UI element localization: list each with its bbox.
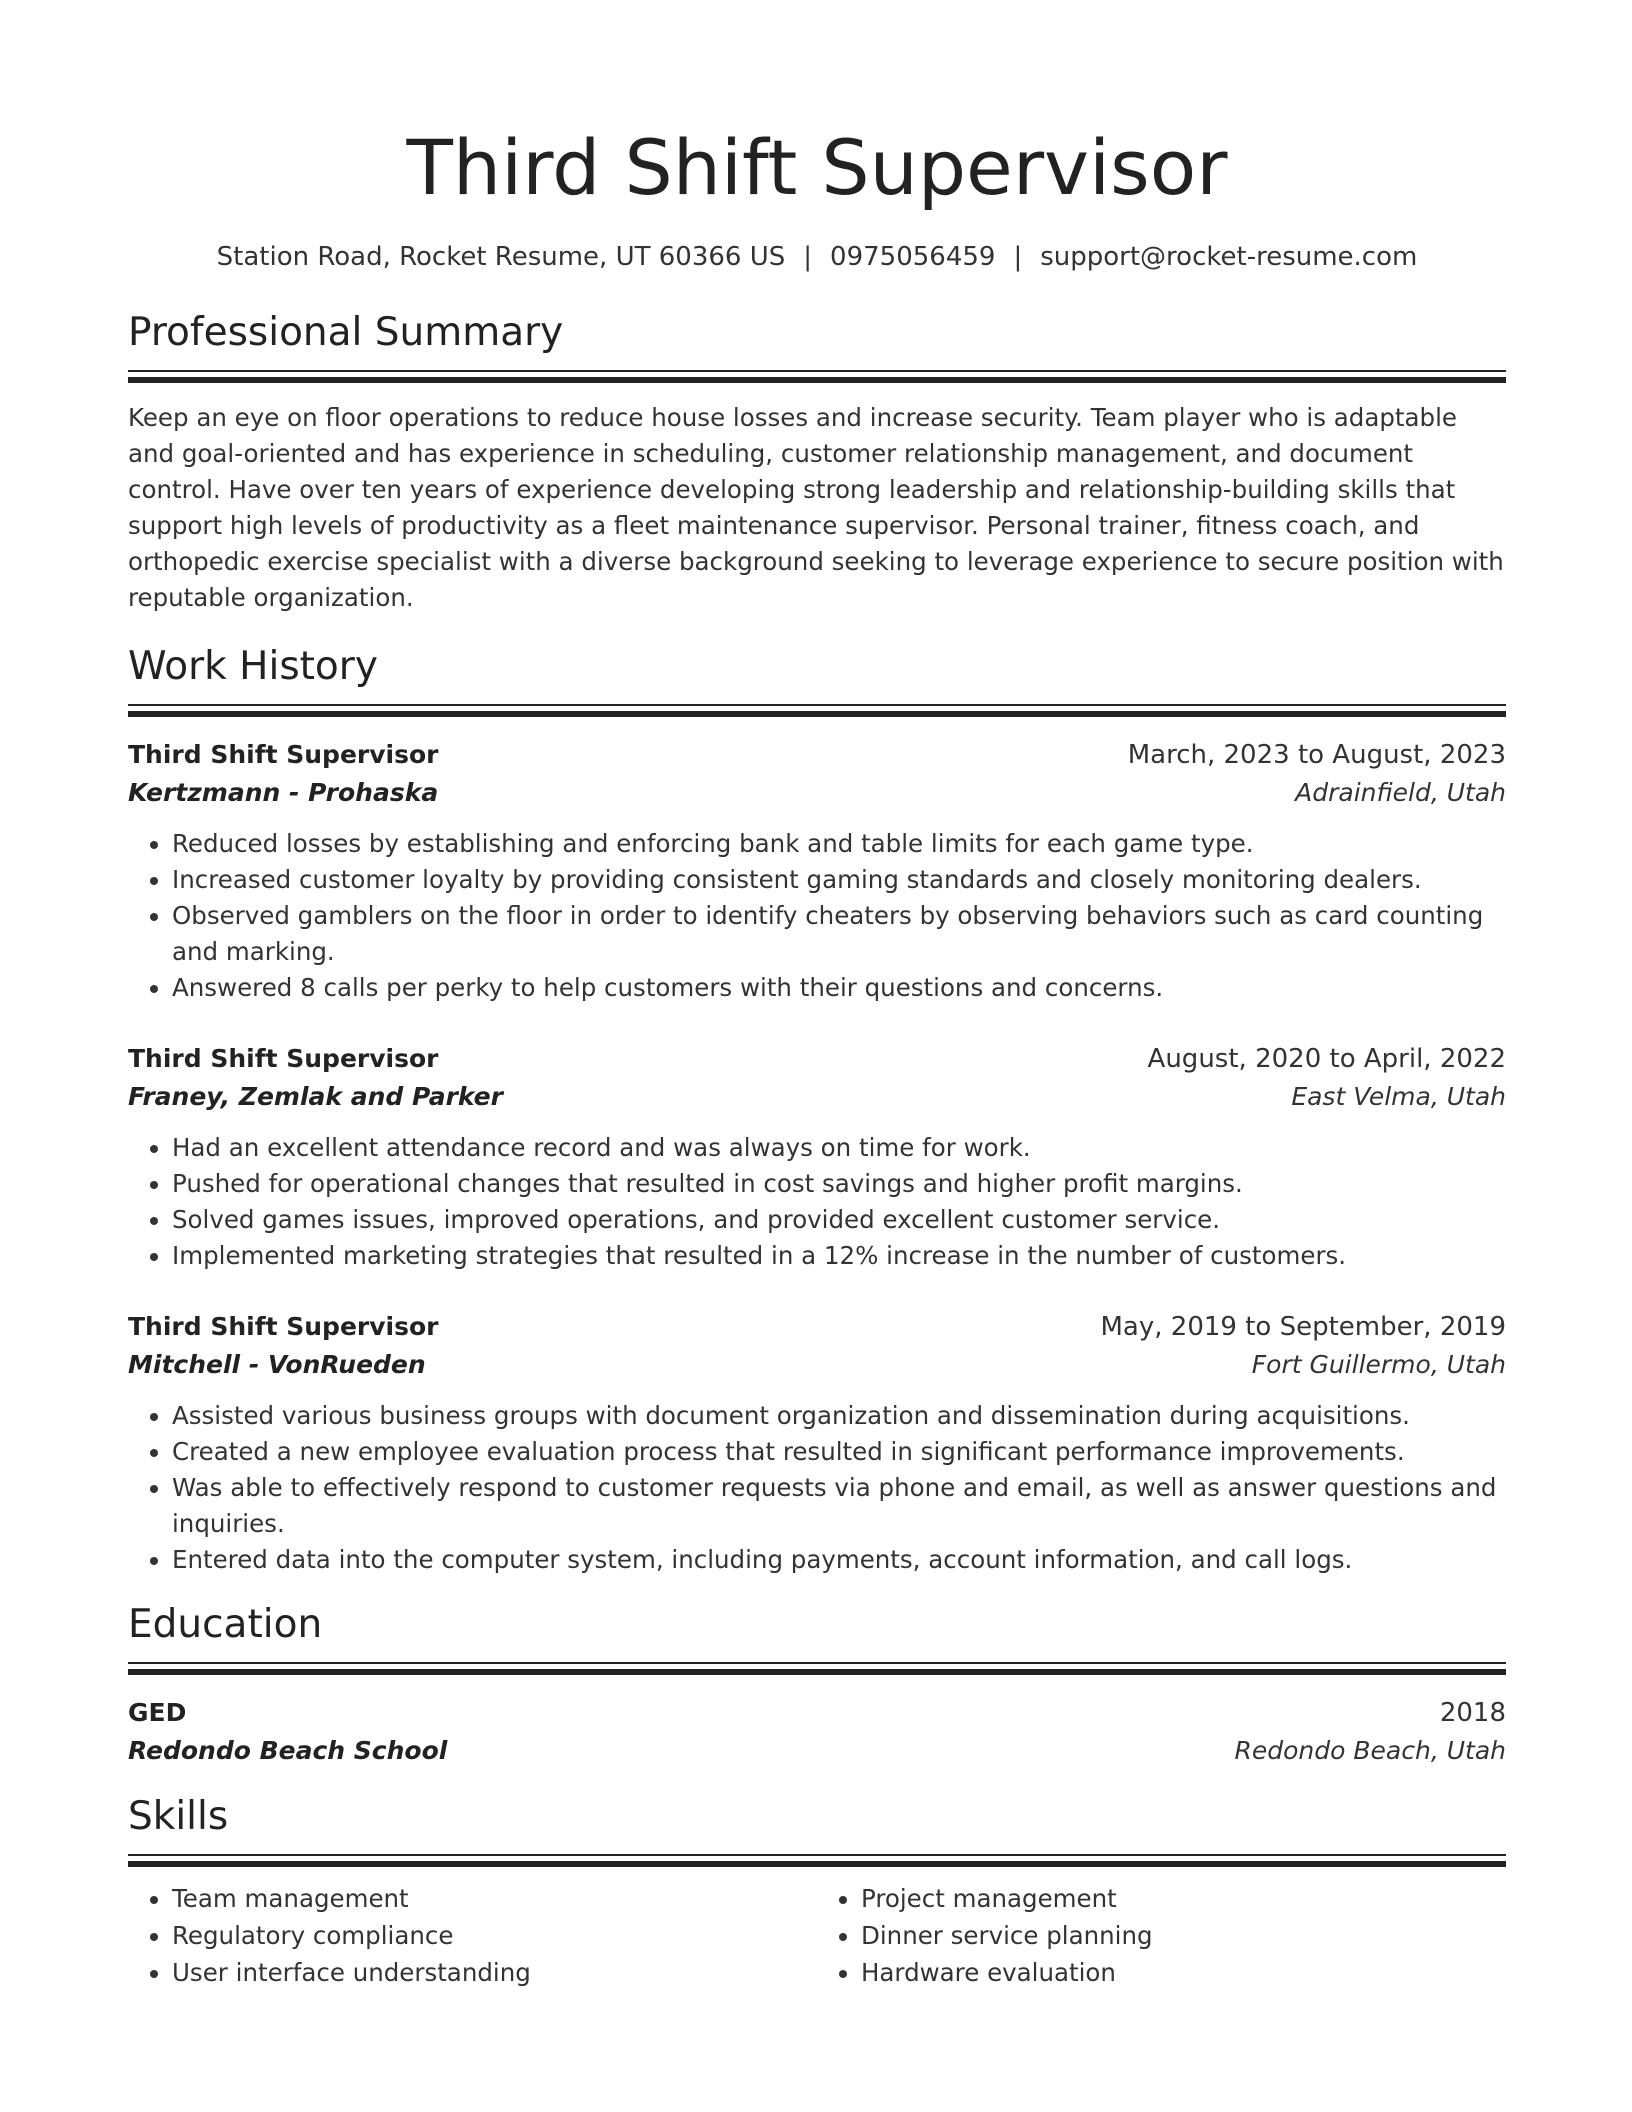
phone-text: 0975056459 bbox=[830, 242, 996, 272]
job-entry bbox=[128, 736, 1506, 1006]
job-bullet-list bbox=[128, 1398, 1506, 1578]
summary-section bbox=[128, 308, 1506, 616]
skill-item: • Hardware evaluation bbox=[861, 1954, 1506, 1991]
skills-section bbox=[128, 1792, 1506, 1991]
skills-list-left bbox=[128, 1880, 817, 1991]
contact-line bbox=[128, 240, 1506, 274]
education-entry bbox=[128, 1694, 1506, 1770]
skill-item: • Dinner service planning bbox=[861, 1917, 1506, 1954]
education-heading: Education bbox=[128, 1602, 323, 1647]
skills-list-right bbox=[817, 1880, 1506, 1991]
job-bullet: • Entered data into the computer system, including payments, account information, and call logs. bbox=[172, 1542, 1506, 1578]
job-dates: March, 2023 to August, 2023 bbox=[1127, 740, 1506, 770]
job-title: Third Shift Supervisor bbox=[128, 740, 439, 769]
job-bullet: • Increased customer loyalty by providing consistent gaming standards and closely monitoring dealers. bbox=[172, 862, 1506, 898]
contact-separator: | bbox=[1013, 242, 1023, 272]
degree-name: GED bbox=[128, 1698, 187, 1727]
job-bullet: • Observed gamblers on the floor in order to identify cheaters by observing behaviors such as card counting and marking. bbox=[172, 898, 1506, 970]
section-divider bbox=[128, 704, 1506, 718]
job-dates: August, 2020 to April, 2022 bbox=[1147, 1044, 1506, 1074]
job-location: East Velma, Utah bbox=[1291, 1082, 1506, 1111]
address-text: Station Road, Rocket Resume, UT 60366 US bbox=[216, 242, 786, 272]
job-company: Franey, Zemlak and Parker bbox=[128, 1082, 503, 1111]
job-dates: May, 2019 to September, 2019 bbox=[1100, 1312, 1506, 1342]
work-history-section bbox=[128, 642, 1506, 1578]
section-divider bbox=[128, 370, 1506, 384]
job-bullet: • Pushed for operational changes that resulted in cost savings and higher profit margins. bbox=[172, 1166, 1506, 1202]
resume-page bbox=[128, 0, 1506, 1991]
job-bullet: • Was able to effectively respond to customer requests via phone and email, as well as answer questions and inquiries. bbox=[172, 1470, 1506, 1542]
skill-item: • Project management bbox=[861, 1880, 1506, 1917]
job-title: Third Shift Supervisor bbox=[128, 1044, 439, 1073]
skills-columns bbox=[128, 1880, 1506, 1991]
contact-separator: | bbox=[803, 242, 813, 272]
job-bullet-list bbox=[128, 826, 1506, 1006]
job-bullet: • Answered 8 calls per perky to help customers with their questions and concerns. bbox=[172, 970, 1506, 1006]
job-bullet: • Had an excellent attendance record and was always on time for work. bbox=[172, 1130, 1506, 1166]
job-bullet: • Created a new employee evaluation process that resulted in significant performance improvements. bbox=[172, 1434, 1506, 1470]
skills-heading: Skills bbox=[128, 1794, 229, 1839]
job-bullet: • Assisted various business groups with document organization and dissemination during acquisitions. bbox=[172, 1398, 1506, 1434]
school-name: Redondo Beach School bbox=[128, 1736, 448, 1765]
job-bullet-list bbox=[128, 1130, 1506, 1274]
job-bullet: • Solved games issues, improved operations, and provided excellent customer service. bbox=[172, 1202, 1506, 1238]
job-title: Third Shift Supervisor bbox=[128, 1312, 439, 1341]
job-entry bbox=[128, 1040, 1506, 1274]
job-bullet: • Implemented marketing strategies that resulted in a 12% increase in the number of customers. bbox=[172, 1238, 1506, 1274]
job-location: Fort Guillermo, Utah bbox=[1251, 1350, 1506, 1379]
job-company: Kertzmann - Prohaska bbox=[128, 778, 439, 807]
skill-item: • User interface understanding bbox=[172, 1954, 817, 1991]
email-text: support@rocket-resume.com bbox=[1040, 242, 1418, 272]
summary-heading: Professional Summary bbox=[128, 310, 564, 355]
job-bullet: • Reduced losses by establishing and enforcing bank and table limits for each game type. bbox=[172, 826, 1506, 862]
work-history-heading: Work History bbox=[128, 644, 378, 689]
section-divider bbox=[128, 1854, 1506, 1868]
education-section bbox=[128, 1600, 1506, 1770]
job-company: Mitchell - VonRueden bbox=[128, 1350, 426, 1379]
school-location: Redondo Beach, Utah bbox=[1234, 1736, 1506, 1765]
skill-item: • Regulatory compliance bbox=[172, 1917, 817, 1954]
candidate-name: Third Shift Supervisor bbox=[406, 123, 1228, 212]
graduation-year: 2018 bbox=[1439, 1698, 1506, 1728]
section-divider bbox=[128, 1662, 1506, 1676]
job-entry bbox=[128, 1308, 1506, 1578]
summary-text: Keep an eye on floor operations to reduce house losses and increase security. Team player who is adaptable and goal-oriented and has experience in scheduling, customer relationship management, and document control. Have over ten years of experience developing strong leadership and relationship-building skills that support high levels of productivity as a fleet maintenance supervisor. Personal trainer, fitness coach, and orthopedic exercise specialist with a diverse background seeking to leverage experience to secure position with reputable organization. bbox=[128, 403, 1504, 612]
job-location: Adrainfield, Utah bbox=[1295, 778, 1506, 807]
skill-item: • Team management bbox=[172, 1880, 817, 1917]
